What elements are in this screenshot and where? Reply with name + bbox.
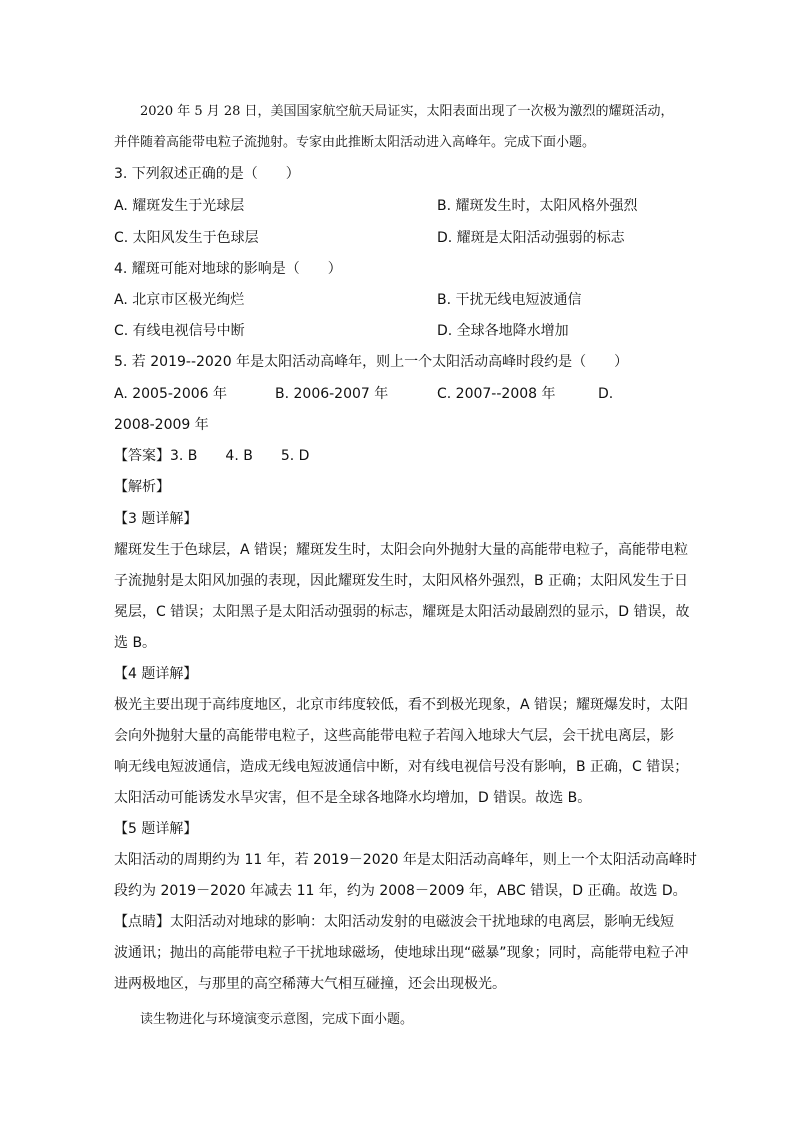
next-intro: 读生物进化与环境演变示意图，完成下面小题。 xyxy=(140,1012,414,1027)
q5-option-d-wrap: 2008-2009 年 xyxy=(114,417,209,433)
detail3-line: 冕层，C 错误；太阳黑子是太阳活动强弱的标志，耀斑是太阳活动最剧烈的显示，D 错误，故 xyxy=(114,604,690,620)
detail3-head: 【3 题详解】 xyxy=(114,511,198,527)
detail5-line: 段约为 2019－2020 年减去 11 年，约为 2008－2009 年，ABC 错误，D 正确。故选 D。 xyxy=(114,883,687,899)
detail3-line: 耀斑发生于色球层，A 错误；耀斑发生时，太阳会向外抛射大量的高能带电粒子，高能带电粒 xyxy=(114,542,689,558)
q3-stem: 3. 下列叙述正确的是（ ） xyxy=(114,166,300,182)
note-line: 【点睛】太阳活动对地球的影响：太阳活动发射的电磁波会干扰地球的电离层，影响无线短 xyxy=(114,914,674,930)
q4-option-d: D. 全球各地降水增加 xyxy=(437,323,569,339)
answer-line xyxy=(114,446,309,466)
q5-option-b: B. 2006-2007 年 xyxy=(275,386,389,402)
answer-values: 3. B 4. B 5. D xyxy=(170,448,310,464)
q4-option-a: A. 北京市区极光绚烂 xyxy=(114,292,245,308)
q5-option-d: D. xyxy=(598,386,614,402)
analysis-label: 【解析】 xyxy=(114,479,170,495)
q3-option-d: D. 耀斑是太阳活动强弱的标志 xyxy=(437,230,625,246)
detail3-line: 子流抛射是太阳风加强的表现，因此耀斑发生时，太阳风格外强烈，B 正确；太阳风发生于日 xyxy=(114,573,689,589)
detail4-line: 极光主要出现于高纬度地区，北京市纬度较低，看不到极光现象，A 错误；耀斑爆发时，太阳 xyxy=(114,697,689,713)
detail4-head: 【4 题详解】 xyxy=(114,666,198,682)
answer-label: 【答案】 xyxy=(114,448,170,464)
detail4-line: 响无线电短波通信，造成无线电短波通信中断，对有线电视信号没有影响，B 正确，C 错误； xyxy=(114,759,689,775)
q4-option-b: B. 干扰无线电短波通信 xyxy=(437,292,582,308)
detail3-line: 选 B。 xyxy=(114,635,157,651)
detail5-line: 太阳活动的周期约为 11 年，若 2019－2020 年是太阳活动高峰年，则上一个太阳活动高峰时 xyxy=(114,852,697,868)
q4-option-c: C. 有线电视信号中断 xyxy=(114,323,245,339)
q3-option-b: B. 耀斑发生时，太阳风格外强烈 xyxy=(437,198,638,214)
intro-line-2: 并伴随着高能带电粒子流抛射。专家由此推断太阳活动进入高峰年。完成下面小题。 xyxy=(114,135,596,150)
intro-line-1: 2020 年 5 月 28 日，美国国家航空航天局证实，太阳表面出现了一次极为激烈的耀斑活动， xyxy=(140,104,674,119)
detail5-head: 【5 题详解】 xyxy=(114,821,198,837)
q5-stem: 5. 若 2019--2020 年是太阳活动高峰年，则上一个太阳活动高峰时段约是（ ） xyxy=(114,354,629,370)
q4-stem: 4. 耀斑可能对地球的影响是（ ） xyxy=(114,261,342,277)
q5-option-c: C. 2007--2008 年 xyxy=(437,386,556,402)
note-line: 波通讯；抛出的高能带电粒子干扰地球磁场，使地球出现“磁暴”现象；同时，高能带电粒子冲 xyxy=(114,945,689,961)
q3-option-c: C. 太阳风发生于色球层 xyxy=(114,230,259,246)
q3-option-a: A. 耀斑发生于光球层 xyxy=(114,198,245,214)
detail4-line: 会向外抛射大量的高能带电粒子，这些高能带电粒子若闯入地球大气层，会干扰电离层，影 xyxy=(114,728,674,744)
q5-option-a: A. 2005-2006 年 xyxy=(114,386,227,402)
detail4-line: 太阳活动可能诱发水旱灾害，但不是全球各地降水均增加，D 错误。故选 B。 xyxy=(114,790,592,806)
note-line: 进两极地区，与那里的高空稀薄大气相互碰撞，还会出现极光。 xyxy=(114,976,506,992)
